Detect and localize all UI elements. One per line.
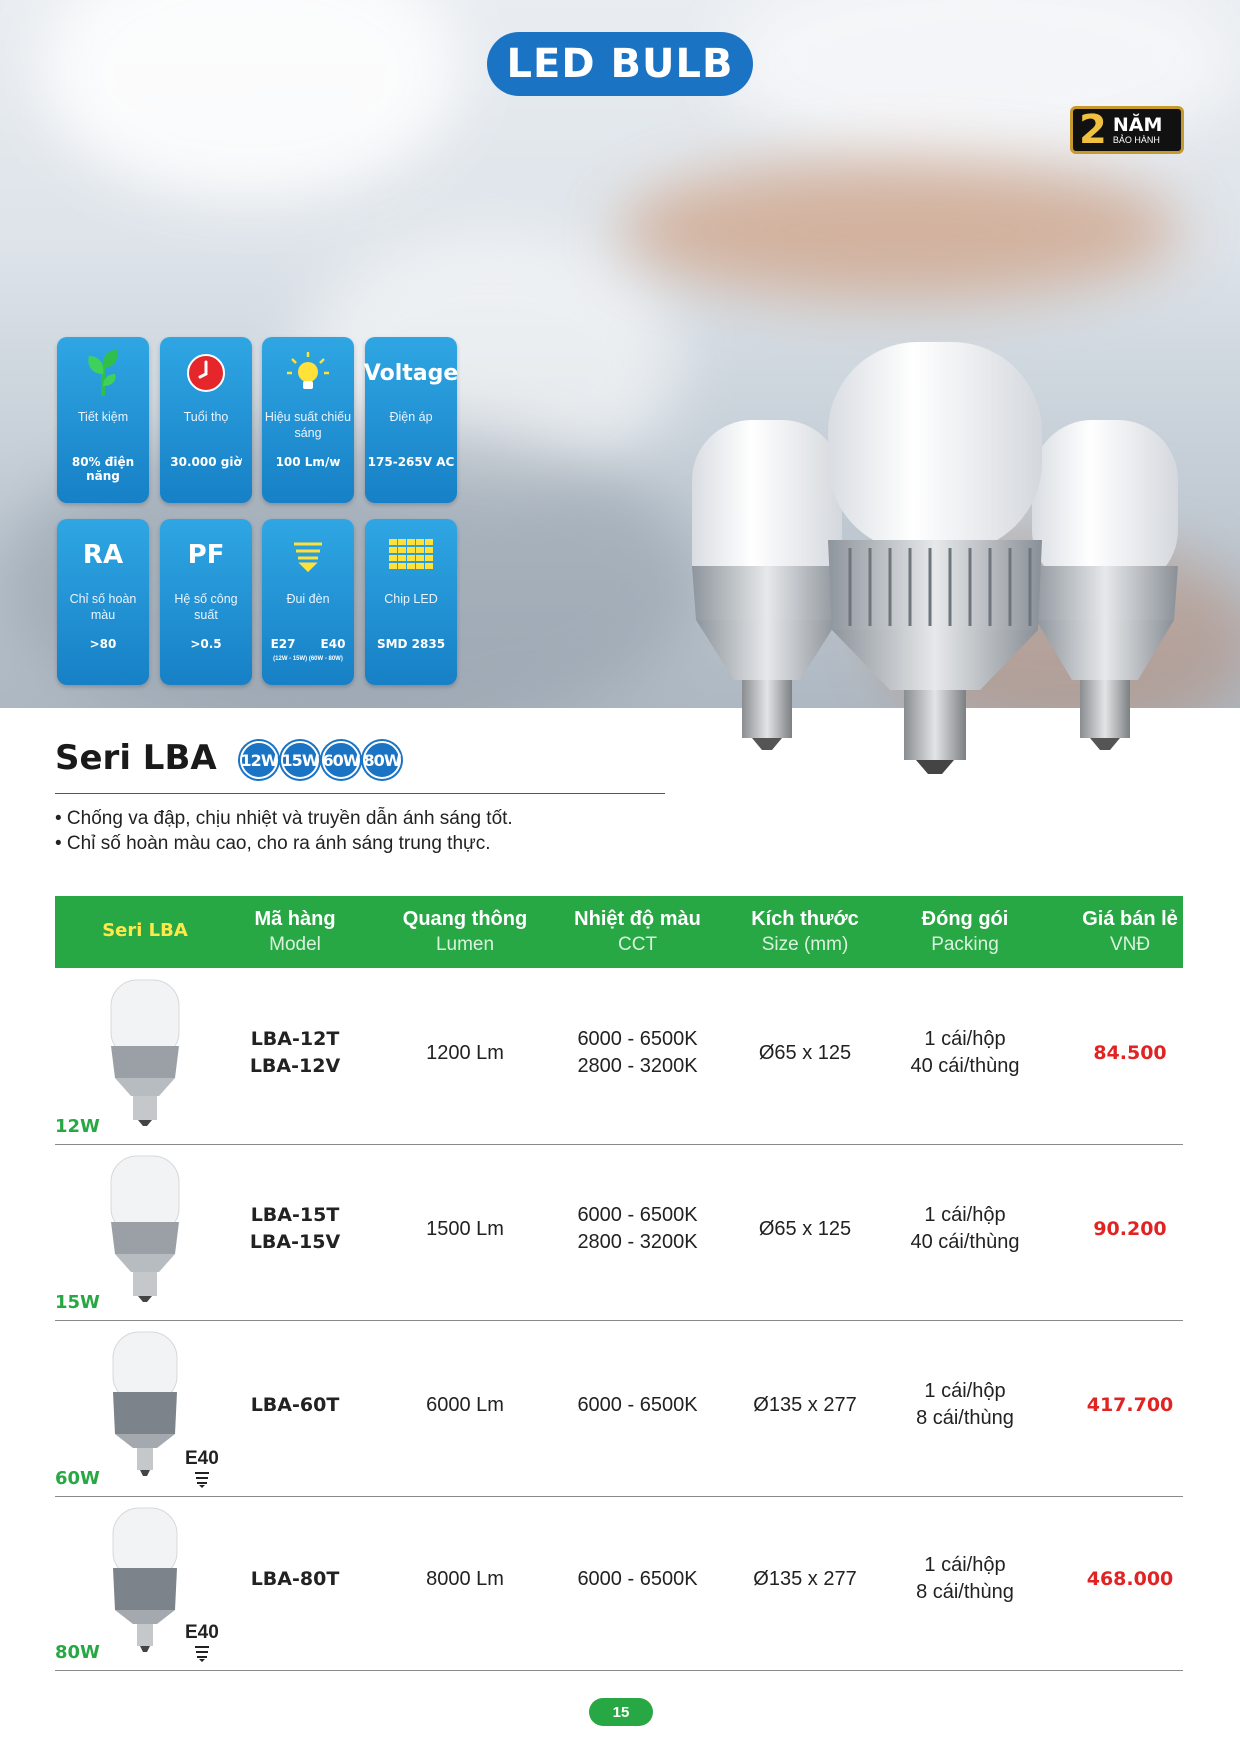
feature-tile-saving [57, 337, 149, 503]
feature-tile-chip [365, 519, 457, 685]
feature-tile-efficiency [262, 337, 354, 503]
table-row [55, 1144, 1183, 1321]
feature-value: 30.000 giờ [170, 455, 242, 469]
base-type-label: E40 [185, 1448, 219, 1494]
lumen-cell: 6000 Lm [426, 1394, 504, 1416]
warranty-sub: BẢO HÀNH [1112, 135, 1160, 145]
product-bulb-image [105, 1330, 185, 1480]
model-cell: LBA-15T LBA-15V [249, 1204, 341, 1253]
warranty-years: 2 [1079, 107, 1107, 153]
watt-badge: 12W [240, 741, 278, 779]
watt-badge: 80W [363, 741, 401, 779]
feature-value: >80 [89, 637, 117, 651]
leaf-icon [83, 348, 123, 398]
feature-tile-cri [57, 519, 149, 685]
packing-cell: 1 cái/hộp 8 cái/thùng [916, 1380, 1014, 1429]
feature-tile-lifetime [160, 337, 252, 503]
series-description [55, 806, 513, 856]
cct-cell: 6000 - 6500K [577, 1394, 698, 1416]
size-cell: Ø135 x 277 [753, 1568, 857, 1590]
feature-label: Hệ số công suất [174, 592, 238, 622]
row-wattage: 15W [55, 1292, 100, 1313]
product-bulb-image [105, 1154, 185, 1304]
price-cell: 468.000 [1086, 1568, 1174, 1590]
lamp-base-icon [193, 1470, 211, 1488]
feature-value: 175-265V AC [367, 455, 455, 469]
header-lumen: Quang thông Lumen [402, 908, 528, 955]
clock-icon [186, 353, 226, 393]
feature-value-sub: (12W - 15W) (60W - 80W) [273, 656, 343, 662]
header-model: Mã hàng Model [254, 908, 336, 955]
header-series: Seri LBA [102, 920, 188, 941]
table-header [55, 896, 1183, 968]
voltage-icon-text: Voltage [363, 360, 459, 386]
feature-value: SMD 2835 [376, 637, 446, 651]
feature-label: Tiết kiệm [77, 410, 129, 424]
cct-cell: 6000 - 6500K 2800 - 3200K [577, 1028, 698, 1077]
page-title: LED BULB [487, 32, 753, 96]
warranty-word: NĂM [1112, 114, 1163, 136]
bulb-center [828, 342, 1042, 774]
feature-value: 80% điện năng [71, 455, 135, 483]
table-row [55, 1496, 1183, 1671]
size-cell: Ø135 x 277 [753, 1394, 857, 1416]
pf-icon-text: PF [187, 540, 225, 570]
bulb-right [1032, 420, 1178, 750]
product-bulb-image [105, 1506, 185, 1656]
row-wattage: 60W [55, 1468, 100, 1489]
feature-value: 100 Lm/w [275, 455, 341, 469]
lamp-base-icon [193, 1644, 211, 1662]
feature-tile-base [262, 519, 354, 685]
watt-badge: 60W [322, 741, 360, 779]
lumen-cell: 1200 Lm [426, 1042, 504, 1064]
feature-label: Đui đèn [286, 592, 330, 606]
product-bulb-image [105, 978, 185, 1128]
bullet-item: • Chống va đập, chịu nhiệt và truyền dẫn ánh sáng tốt. [55, 808, 513, 829]
model-cell: LBA-12T LBA-12V [249, 1028, 341, 1077]
price-cell: 90.200 [1093, 1218, 1167, 1240]
feature-tile-power-factor [160, 519, 252, 685]
wattage-badges [240, 741, 401, 779]
page-number: 15 [589, 1698, 653, 1726]
warranty-badge [1070, 106, 1184, 154]
lightbulb-icon [286, 351, 330, 395]
feature-value: E27 E40 [270, 637, 346, 651]
bullet-item: • Chỉ số hoàn màu cao, cho ra ánh sáng trung thực. [55, 833, 491, 854]
base-type-label: E40 [185, 1622, 219, 1668]
feature-label: Chip LED [384, 592, 438, 606]
size-cell: Ø65 x 125 [758, 1042, 852, 1064]
packing-cell: 1 cái/hộp 40 cái/thùng [910, 1204, 1020, 1253]
bulb-left [692, 420, 842, 750]
header-size: Kích thước Size (mm) [751, 908, 859, 955]
led-chip-grid-icon [389, 539, 433, 571]
model-cell: LBA-80T [250, 1568, 340, 1590]
price-cell: 84.500 [1093, 1042, 1167, 1064]
price-cell: 417.700 [1086, 1394, 1174, 1416]
feature-value: >0.5 [190, 637, 222, 651]
table-row [55, 1320, 1183, 1497]
table-row [55, 968, 1183, 1145]
header-price: Giá bán lẻ VNĐ [1082, 908, 1178, 955]
cct-cell: 6000 - 6500K 2800 - 3200K [577, 1204, 698, 1253]
cct-cell: 6000 - 6500K [577, 1568, 698, 1590]
ra-icon-text: RA [82, 540, 124, 570]
packing-cell: 1 cái/hộp 40 cái/thùng [910, 1028, 1020, 1077]
row-wattage: 12W [55, 1116, 100, 1137]
divider [55, 793, 665, 794]
feature-label: Tuổi thọ [183, 410, 229, 424]
feature-tile-voltage [365, 337, 457, 503]
feature-label: Hiệu suất chiếu sáng [264, 410, 352, 440]
feature-label: Điện áp [389, 410, 433, 424]
header-cct: Nhiệt độ màu CCT [574, 908, 701, 955]
model-cell: LBA-60T [250, 1394, 340, 1416]
led-bulb-group-image [680, 330, 1200, 850]
lumen-cell: 8000 Lm [426, 1568, 504, 1590]
packing-cell: 1 cái/hộp 8 cái/thùng [916, 1554, 1014, 1603]
feature-label: Chỉ số hoàn màu [69, 592, 137, 622]
header-packing: Đóng gói Packing [921, 908, 1009, 955]
lumen-cell: 1500 Lm [426, 1218, 504, 1240]
size-cell: Ø65 x 125 [758, 1218, 852, 1240]
lamp-base-icon [291, 538, 325, 572]
series-title: Seri LBA [55, 738, 217, 778]
watt-badge: 15W [281, 741, 319, 779]
row-wattage: 80W [55, 1642, 100, 1663]
